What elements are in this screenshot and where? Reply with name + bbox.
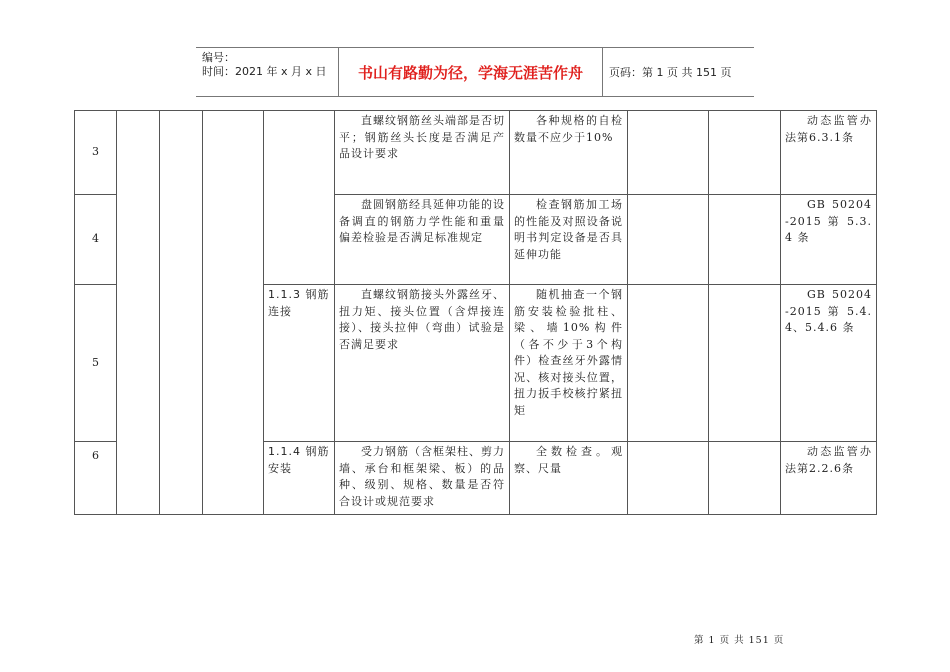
blank-cell — [628, 195, 709, 285]
content-cell: 盘圆钢筋经具延伸功能的设备调直的钢筋力学性能和重量偏差检验是否满足标准规定 — [335, 195, 510, 285]
blank-cell — [709, 442, 781, 515]
content-cell: 直螺纹钢筋接头外露丝牙、扭力矩、接头位置（含焊接连接）、接头拉伸（弯曲）试验是否满足要求 — [335, 285, 510, 442]
method-cell: 检查钢筋加工场的性能及对照设备说明书判定设备是否具延伸功能 — [510, 195, 628, 285]
basis-cell: 动态监管办法第2.2.6条 — [781, 442, 877, 515]
blank-cell — [628, 111, 709, 195]
blank-cell — [628, 285, 709, 442]
basis-cell: GB 50204-2015 第 5.3.4 条 — [781, 195, 877, 285]
item-cell: 1.1.4 钢筋安装 — [264, 442, 335, 515]
page-footer: 第 1 页 共 151 页 — [694, 635, 785, 646]
blank-cell — [709, 111, 781, 195]
blank-cell — [117, 111, 160, 515]
row-number: 4 — [75, 195, 117, 285]
basis-cell: 动态监管办法第6.3.1条 — [781, 111, 877, 195]
content-cell: 受力钢筋（含框架柱、剪力墙、承台和框架梁、板）的品种、级别、规格、数量是否符合设计或规范要求 — [335, 442, 510, 515]
item-cell: 1.1.3 钢筋连接 — [264, 285, 335, 442]
method-cell: 随机抽查一个钢筋安装检验批柱、梁、墙10%构件（各不少于3个构件）检查丝牙外露情况、核对接头位置，扭力扳手校核拧紧扭矩 — [510, 285, 628, 442]
page-header — [196, 47, 754, 97]
header-meta — [196, 48, 339, 96]
content-cell: 直螺纹钢筋丝头端部是否切平；钢筋丝头长度是否满足产品设计要求 — [335, 111, 510, 195]
method-cell: 全数检查。观察、尺量 — [510, 442, 628, 515]
inspection-table — [74, 110, 877, 515]
serial-label: 编号： — [202, 51, 235, 64]
row-number: 6 — [75, 442, 117, 515]
blank-cell — [160, 111, 203, 515]
basis-cell: GB 50204-2015 第 5.4.4、5.4.6 条 — [781, 285, 877, 442]
time-label: 时间：2021 年 x 月 x 日 — [202, 65, 327, 78]
row-number: 3 — [75, 111, 117, 195]
blank-cell — [709, 285, 781, 442]
blank-cell — [709, 195, 781, 285]
blank-cell — [203, 111, 264, 515]
header-motto: 书山有路勤为径，学海无涯苦作舟 — [339, 48, 603, 96]
item-cell — [264, 111, 335, 285]
row-number: 5 — [75, 285, 117, 442]
header-page-label: 页码：第 1 页 共 151 页 — [609, 66, 732, 79]
table-row — [75, 111, 877, 195]
method-cell: 各种规格的自检数量不应少于10% — [510, 111, 628, 195]
blank-cell — [628, 442, 709, 515]
